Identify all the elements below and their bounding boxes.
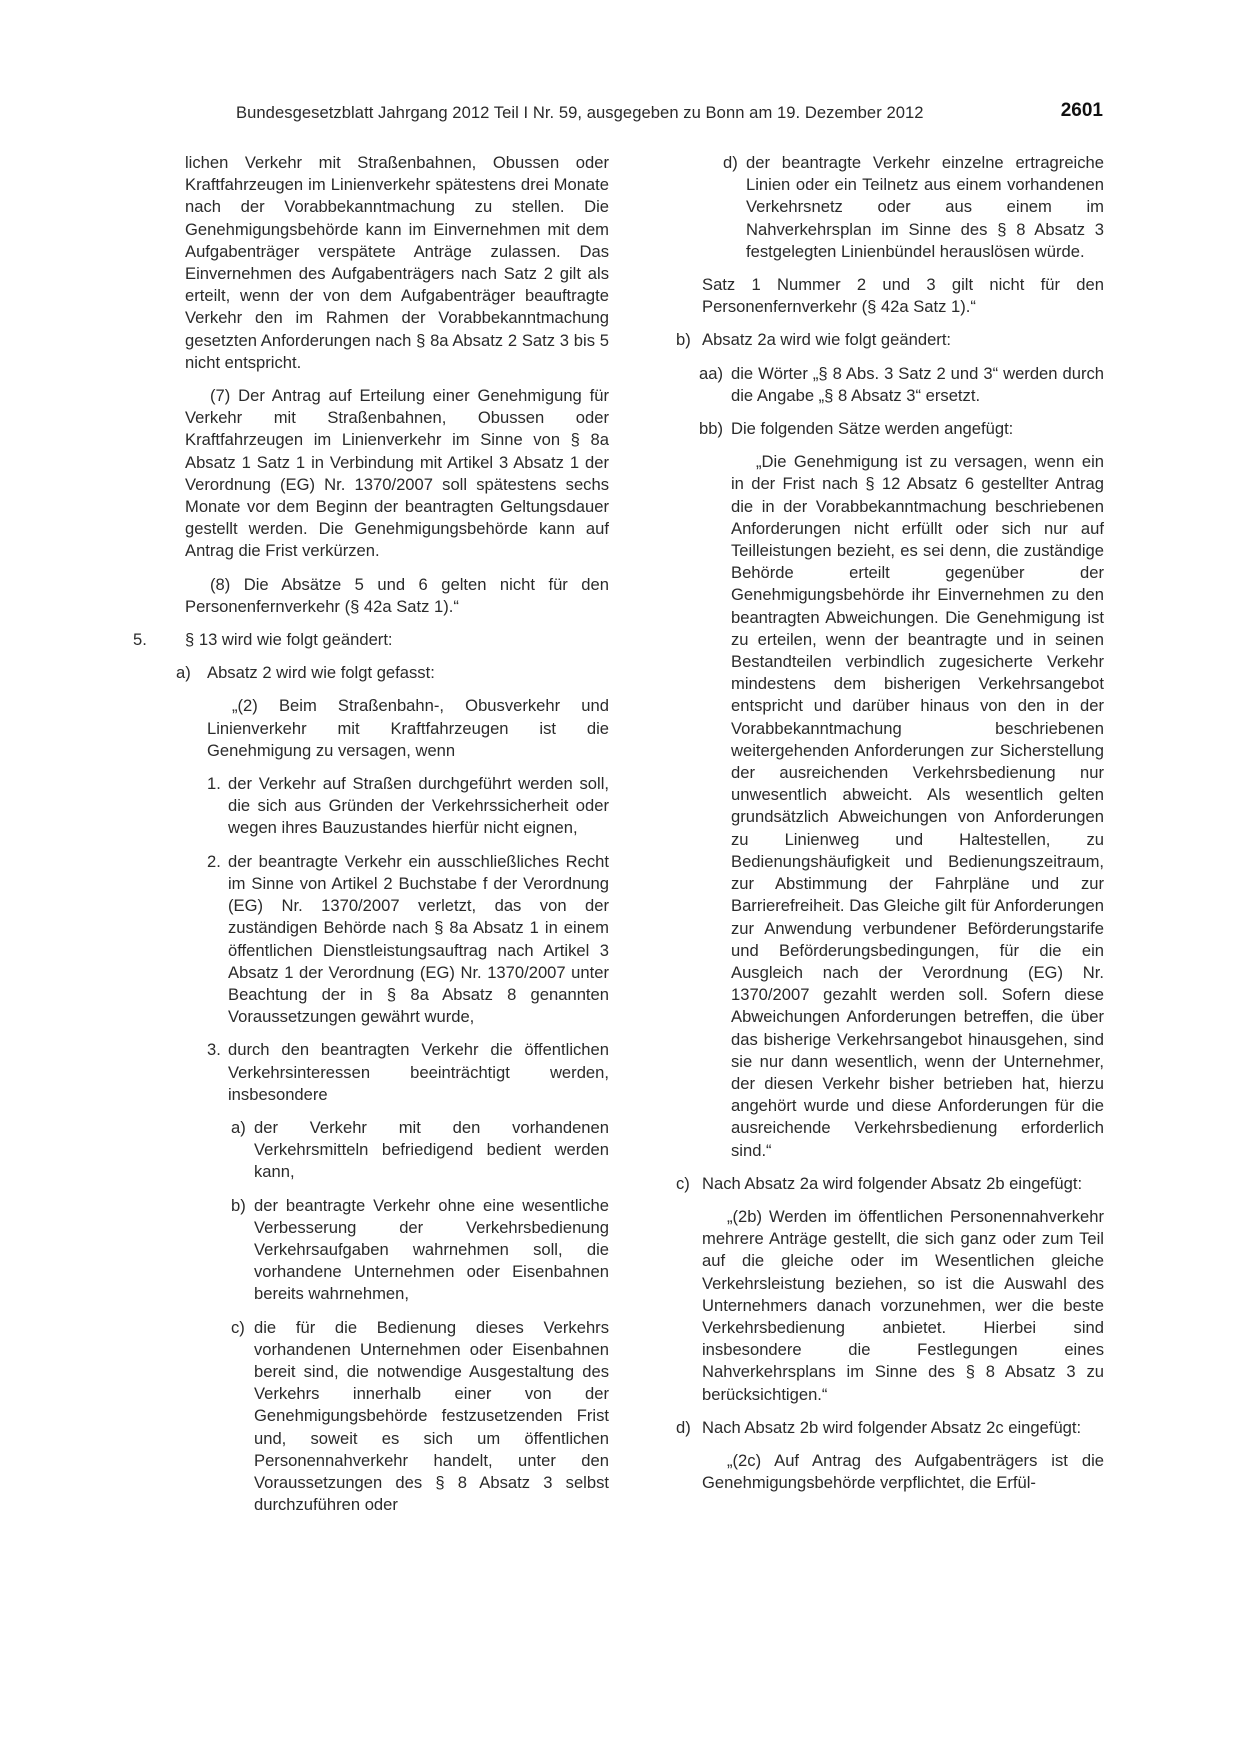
subitem-b <box>137 1195 609 1306</box>
list-text: der Verkehr auf Straßen durchgeführt werden soll, die sich aus Gründen der Verkehrssicherheit oder wegen ihres Bauzustandes hierfür nicht eignen, <box>228 774 609 838</box>
header-title: Bundesgesetzblatt Jahrgang 2012 Teil I Nr. 59, ausgegeben zu Bonn am 19. Dezember 2012 <box>236 103 924 122</box>
subitem-d <box>673 152 1104 263</box>
list-item-c <box>673 1173 1104 1195</box>
list-item-bb <box>673 418 1104 440</box>
quote-paragraph <box>731 451 1104 1162</box>
paragraph-continuation <box>185 152 609 374</box>
list-label: 2. <box>207 851 221 871</box>
list-text: Absatz 2 wird wie folgt gefasst: <box>207 663 435 683</box>
quote-paragraph <box>702 1450 1104 1494</box>
numbered-item-1 <box>137 773 609 840</box>
list-item-5 <box>133 629 609 651</box>
list-text: die für die Bedienung dieses Verkehrs vorhandenen Unternehmen oder Eisenbahnen bereit sind, die notwendige Ausgestaltung des Verkehrs innerhalb einer von der Genehmigungsbehörde festzusetzenden Frist und, soweit es sich um öffentlichen Personennahverkehr handelt, unter den Voraussetzungen des § 8 Absatz 3 selbst durchzuführen oder <box>254 1317 609 1515</box>
numbered-item-3 <box>137 1039 609 1106</box>
list-item-aa <box>673 363 1104 407</box>
list-text: die Wörter „§ 8 Abs. 3 Satz 2 und 3“ werden durch die Angabe „§ 8 Absatz 3“ ersetzt. <box>731 363 1104 405</box>
list-text: durch den beantragten Verkehr die öffentlichen Verkehrsinteressen beeinträchtigt werden, insbesondere <box>228 1040 609 1104</box>
list-text: Absatz 2a wird wie folgt geändert: <box>702 330 952 350</box>
list-text: der beantragte Verkehr einzelne ertragreiche Linien oder ein Teilnetz aus einem vorhandenen Verkehrsnetz oder aus einem im Nahverkehrsplan im Sinne des § 8 Absatz 3 festgelegten Linienbündel herauslösen würde. <box>746 153 1104 261</box>
satz-paragraph <box>702 274 1104 318</box>
list-label: 3. <box>207 1040 221 1060</box>
list-text: Die folgenden Sätze werden angefügt: <box>731 419 1014 439</box>
paragraph-text: lichen Verkehr mit Straßenbahnen, Obussen oder Kraftfahrzeugen im Linienverkehr spätestens drei Monate nach der Vorabbekanntmachung zu stellen. Die Genehmigungsbehörde kann im Einvernehmen mit dem Aufgabenträger verspätete Anträge zulassen. Das Einvernehmen des Aufgabenträgers nach Satz 2 gilt als erteilt, wenn der von dem Aufgabenträger beauftragte Verkehr den im Rahmen der Vorabbekanntmachung gesetzten Anforderungen nach § 8a Absatz 2 Satz 3 bis 5 nicht entspricht. <box>185 153 609 372</box>
list-label: b) <box>231 1195 246 1215</box>
list-text: Nach Absatz 2a wird folgender Absatz 2b eingefügt: <box>702 1173 1083 1193</box>
page-number: 2601 <box>1060 100 1103 121</box>
list-label: d) <box>676 1417 691 1437</box>
list-text: der beantragte Verkehr ohne eine wesentliche Verbesserung der Verkehrsbedienung Verkehrsaufgaben wahrnehmen soll, die vorhandene Unternehmen oder Eisenbahnen bereits wahrnehmen, <box>254 1195 609 1304</box>
subitem-c <box>137 1317 609 1517</box>
list-text: Nach Absatz 2b wird folgender Absatz 2c eingefügt: <box>702 1417 1082 1437</box>
list-label: 1. <box>207 774 221 794</box>
left-column <box>133 152 609 1527</box>
numbered-item-2 <box>137 851 609 1029</box>
paragraph-text: (8) Die Absätze 5 und 6 gelten nicht für den Personenfernverkehr (§ 42a Satz 1).“ <box>185 574 609 616</box>
list-label: a) <box>176 663 191 683</box>
list-label: c) <box>231 1317 245 1337</box>
quote-paragraph <box>207 695 609 762</box>
list-item-b <box>673 329 1104 351</box>
quote-text: „(2b) Werden im öffentlichen Personennahverkehr mehrere Anträge gestellt, die sich ganz oder zum Teil auf die gleiche oder im Wesentlichen gleiche Verkehrsleistung beziehen, so ist die Auswahl des Unternehmers danach vorzunehmen, wer die beste Verkehrsbedienung anbietet. Hierbei sind insbesondere die Festlegungen eines Nahverkehrsplans im Sinne des § 8 Absatz 3 zu berücksichtigen.“ <box>702 1206 1104 1404</box>
list-text: der Verkehr mit den vorhandenen Verkehrsmitteln befriedigend bedient werden kann, <box>254 1117 609 1182</box>
list-label: c) <box>676 1173 690 1193</box>
list-text: § 13 wird wie folgt geändert: <box>185 630 393 650</box>
quote-text: „(2) Beim Straßenbahn-, Obusverkehr und Linienverkehr mit Kraftfahrzeugen ist die Genehmigung zu versagen, wenn <box>207 696 609 760</box>
paragraph-8 <box>185 574 609 618</box>
list-label: b) <box>676 330 691 350</box>
quote-text: „Die Genehmigung ist zu versagen, wenn ein in der Frist nach § 12 Absatz 6 gestellter Antrag die in der Vorabbekanntmachung beschriebenen Anforderungen nicht erfüllt oder sich nur auf Teilleistungen bezieht, es sei denn, die zuständige Behörde erteilt gegenüber der Genehmigungsbehörde ihr Einvernehmen zu den beantragten Abweichungen. Die Genehmigung ist zu erteilen, wenn der beantragte und in seinen Bestandteilen verbindlich zugesicherte Verkehr mindestens dem bisherigen Verkehrsangebot entspricht und darüber hinaus von den in der Vorabbekanntmachung beschriebenen weitergehenden Anforderungen zur Sicherstellung der ausreichenden Verkehrsbedienung nur unwesentlich abweicht. Als wesentlich gelten grundsätzlich Abweichungen von Anforderungen zu Linienweg und Haltestellen, zu Bedienungshäufigkeit und Bedienungszeitraum, zur Abstimmung der Fahrpläne und zur Barrierefreiheit. Das Gleiche gilt für Anforderungen zur Anwendung verbundener Beförderungstarife und Beförderungsbedingungen, für die ein Ausgleich nach der Verordnung (EG) Nr. 1370/2007 gezahlt werden soll. Sofern diese Abweichungen Anforderungen betreffen, die über das bisherige Verkehrsangebot hinausgehen, sind sie nur dann wesentlich, wenn der Unternehmer, der diesen Verkehr bisher betrieben hat, hierzu angehört wurde und diese Anforderungen für die ausreichende Verkehrsbedienung erforderlich sind.“ <box>731 452 1104 1160</box>
right-column <box>673 152 1104 1505</box>
quote-paragraph <box>702 1206 1104 1406</box>
list-label: aa) <box>699 363 723 383</box>
list-text: der beantragte Verkehr ein ausschließliches Recht im Sinne von Artikel 2 Buchstabe f der Verordnung (EG) Nr. 1370/2007 verletzt, das von der zuständigen Behörde nach § 8a Absatz 1 in einem öffentlichen Dienstleistungsauftrag nach Artikel 3 Absatz 1 der Verordnung (EG) Nr. 1370/2007 unter Beachtung der in § 8a Absatz 8 genannten Voraussetzungen gewährt wurde, <box>228 851 609 1027</box>
paragraph-7 <box>185 385 609 563</box>
list-label: d) <box>723 153 738 172</box>
list-item-a <box>137 662 609 684</box>
page-header <box>236 100 1103 126</box>
paragraph-text: (7) Der Antrag auf Erteilung einer Genehmigung für Verkehr mit Straßenbahnen, Obussen oder Kraftfahrzeugen im Linienverkehr im Sinne von § 8a Absatz 1 Satz 1 in Verbindung mit Artikel 3 Absatz 1 der Verordnung (EG) Nr. 1370/2007 soll spätestens sechs Monate vor dem Beginn der beantragten Geltungsdauer gestellt werden. Die Genehmigungsbehörde kann auf Antrag die Frist verkürzen. <box>185 386 609 561</box>
list-item-d <box>673 1417 1104 1439</box>
list-label: bb) <box>699 419 723 439</box>
subitem-a <box>137 1117 609 1184</box>
list-label: 5. <box>133 630 147 650</box>
list-label: a) <box>231 1117 246 1137</box>
quote-text: „(2c) Auf Antrag des Aufgabenträgers ist die Genehmigungsbehörde verpflichtet, die Erfül- <box>702 1450 1104 1493</box>
paragraph-text: Satz 1 Nummer 2 und 3 gilt nicht für den Personenfernverkehr (§ 42a Satz 1).“ <box>702 275 1104 317</box>
